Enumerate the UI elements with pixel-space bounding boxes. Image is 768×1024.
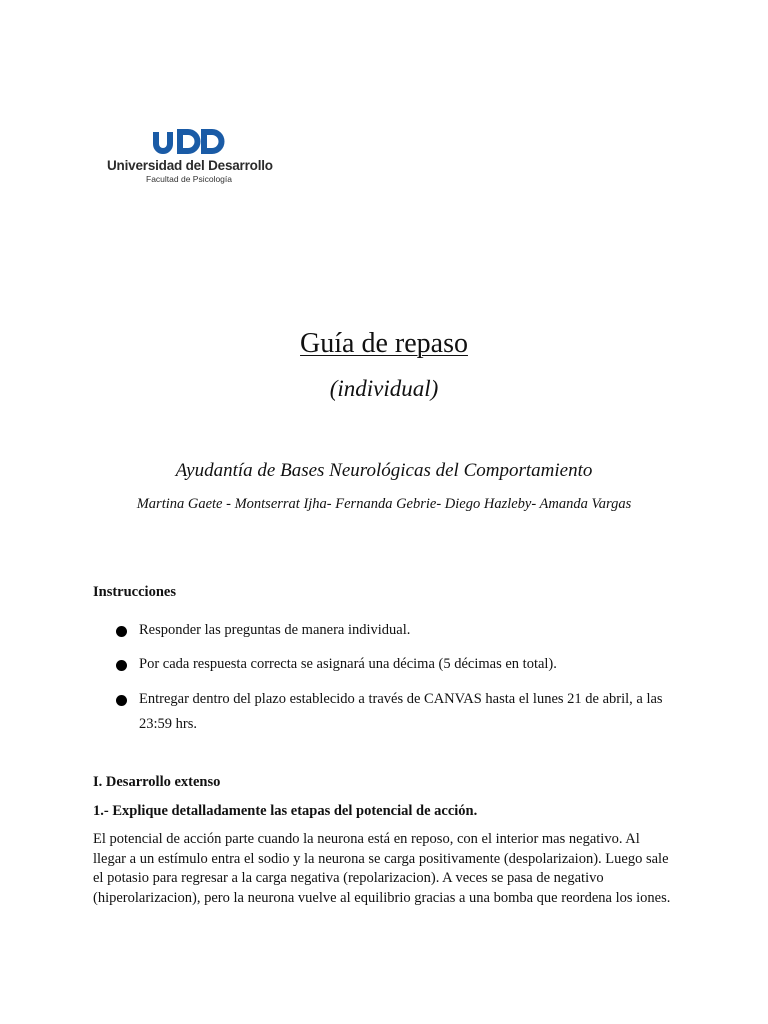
list-item-text: Responder las preguntas de manera individual. (139, 622, 411, 638)
page-title: Guía de repaso (300, 328, 468, 359)
answer-paragraph: El potencial de acción parte cuando la neurona está en reposo, con el interior mas negativo. Al llegar a un estímulo entra el sodio y la neurona se carga positivamente (despolarizaion). Luego sale el potasio para regresar a la carga negativa (repolarizacion). A veces se pasa de negativo (hiperolarizacion), pero la neurona vuelve al equilibrio gracias a una bomba que reordena los iones. (93, 831, 671, 906)
bullet-icon (116, 695, 127, 706)
page-subtitle: (individual) (329, 376, 439, 401)
faculty-name: Facultad de Psicología (146, 174, 232, 184)
udd-logo-icon (104, 124, 294, 158)
university-name: Universidad del Desarrollo (107, 158, 273, 173)
authors-line: Martina Gaete - Montserrat Ijha- Fernanda Gebrie- Diego Hazleby- Amanda Vargas (136, 496, 632, 512)
university-logo (104, 124, 294, 188)
list-item-text: Entregar dentro del plazo establecido a través de CANVAS hasta el lunes 21 de abril, a las 23:59 hrs. (139, 691, 663, 732)
course-name: Ayudantía de Bases Neurológicas del Comportamiento (175, 460, 593, 481)
question-text: 1.- Explique detalladamente las etapas del potencial de acción. (93, 803, 478, 819)
section-heading: I. Desarrollo extenso (93, 774, 221, 790)
bullet-icon (116, 660, 127, 671)
instructions-heading: Instrucciones (93, 584, 176, 600)
bullet-icon (116, 626, 127, 637)
list-item-text: Por cada respuesta correcta se asignará una décima (5 décimas en total). (139, 656, 557, 672)
